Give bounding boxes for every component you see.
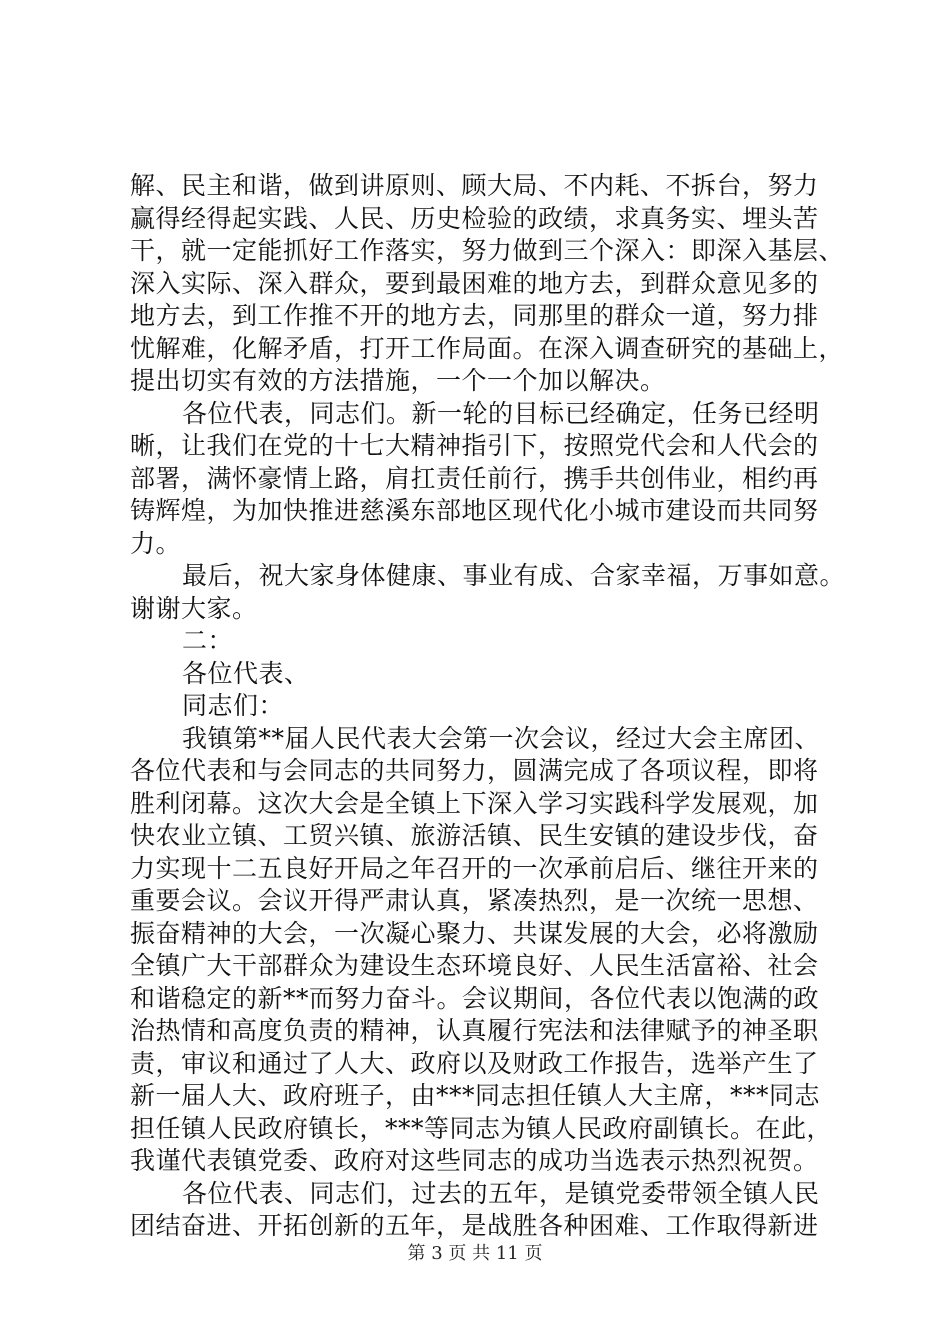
text-line: 全镇广大干部群众为建设生态环境良好、人民生活富裕、社会: [130, 951, 819, 980]
text-line: 重要会议。会议开得严肃认真，紧凑热烈，是一次统一思想、: [130, 886, 819, 915]
text-line: 忧解难，化解矛盾，打开工作局面。在深入调查研究的基础上，: [130, 333, 845, 363]
text-line: 解、民主和谐，做到讲原则、顾大局、不内耗、不拆台，努力: [130, 171, 819, 200]
text-line: 我镇第**届人民代表大会第一次会议，经过大会主席团、: [182, 723, 821, 753]
text-line: 责，审议和通过了人大、政府以及财政工作报告，选举产生了: [130, 1048, 819, 1078]
text-line: 团结奋进、开拓创新的五年，是战胜各种困难、工作取得新进: [130, 1211, 819, 1240]
text-line: 担任镇人民政府镇长，***等同志为镇人民政府副镇长。在此，: [130, 1113, 833, 1143]
text-line: 和谐稳定的新**而努力奋斗。会议期间，各位代表以饱满的政: [130, 983, 820, 1013]
text-line: 干，就一定能抓好工作落实，努力做到三个深入：即深入基层、: [130, 236, 845, 265]
text-line: 治热情和高度负责的精神，认真履行宪法和法律赋予的神圣职: [130, 1016, 819, 1045]
text-line: 各位代表和与会同志的共同努力，圆满完成了各项议程，即将: [130, 756, 819, 785]
text-line: 提出切实有效的方法措施，一个一个加以解决。: [130, 366, 666, 395]
text-line: 力。: [130, 528, 182, 558]
text-line: 我谨代表镇党委、政府对这些同志的成功当选表示热烈祝贺。: [130, 1146, 819, 1175]
text-line: 晰，让我们在党的十七大精神指引下，按照党代会和人代会的: [130, 431, 819, 460]
text-line: 快农业立镇、工贸兴镇、旅游活镇、民生安镇的建设步伐，奋: [130, 821, 819, 850]
text-line: 部署，满怀豪情上路，肩扛责任前行，携手共创伟业，相约再: [130, 463, 819, 493]
text-line: 胜利闭幕。这次大会是全镇上下深入学习实践科学发展观，加: [130, 788, 819, 818]
text-line: 地方去，到工作推不开的地方去，同那里的群众一道，努力排: [130, 301, 819, 330]
text-line: 各位代表，同志们。新一轮的目标已经确定，任务已经明: [182, 398, 820, 428]
text-line: 振奋精神的大会，一次凝心聚力、共谋发展的大会，必将激励: [130, 918, 819, 948]
text-line: 谢谢大家。: [130, 593, 258, 623]
text-line: 最后，祝大家身体健康、事业有成、合家幸福，万事如意。: [182, 561, 846, 590]
text-line: 铸辉煌，为加快推进慈溪东部地区现代化小城市建设而共同努: [130, 496, 819, 525]
text-line: 各位代表、同志们，过去的五年，是镇党委带领全镇人民: [182, 1178, 820, 1208]
text-line: 力实现十二五良好开局之年召开的一次承前启后、继往开来的: [130, 853, 819, 883]
text-line: 二：: [182, 626, 234, 655]
text-line: 同志们：: [182, 691, 285, 720]
text-line: 新一届人大、政府班子，由***同志担任镇人大主席，***同志: [130, 1081, 821, 1110]
document-body: [130, 170, 860, 1243]
text-line: 各位代表、: [182, 658, 310, 688]
page-footer: 第 3 页 共 11 页: [407, 1243, 543, 1264]
text-line: 赢得经得起实践、人民、历史检验的政绩，求真务实、埋头苦: [130, 203, 819, 233]
text-line: 深入实际、深入群众，要到最困难的地方去，到群众意见多的: [130, 268, 819, 298]
